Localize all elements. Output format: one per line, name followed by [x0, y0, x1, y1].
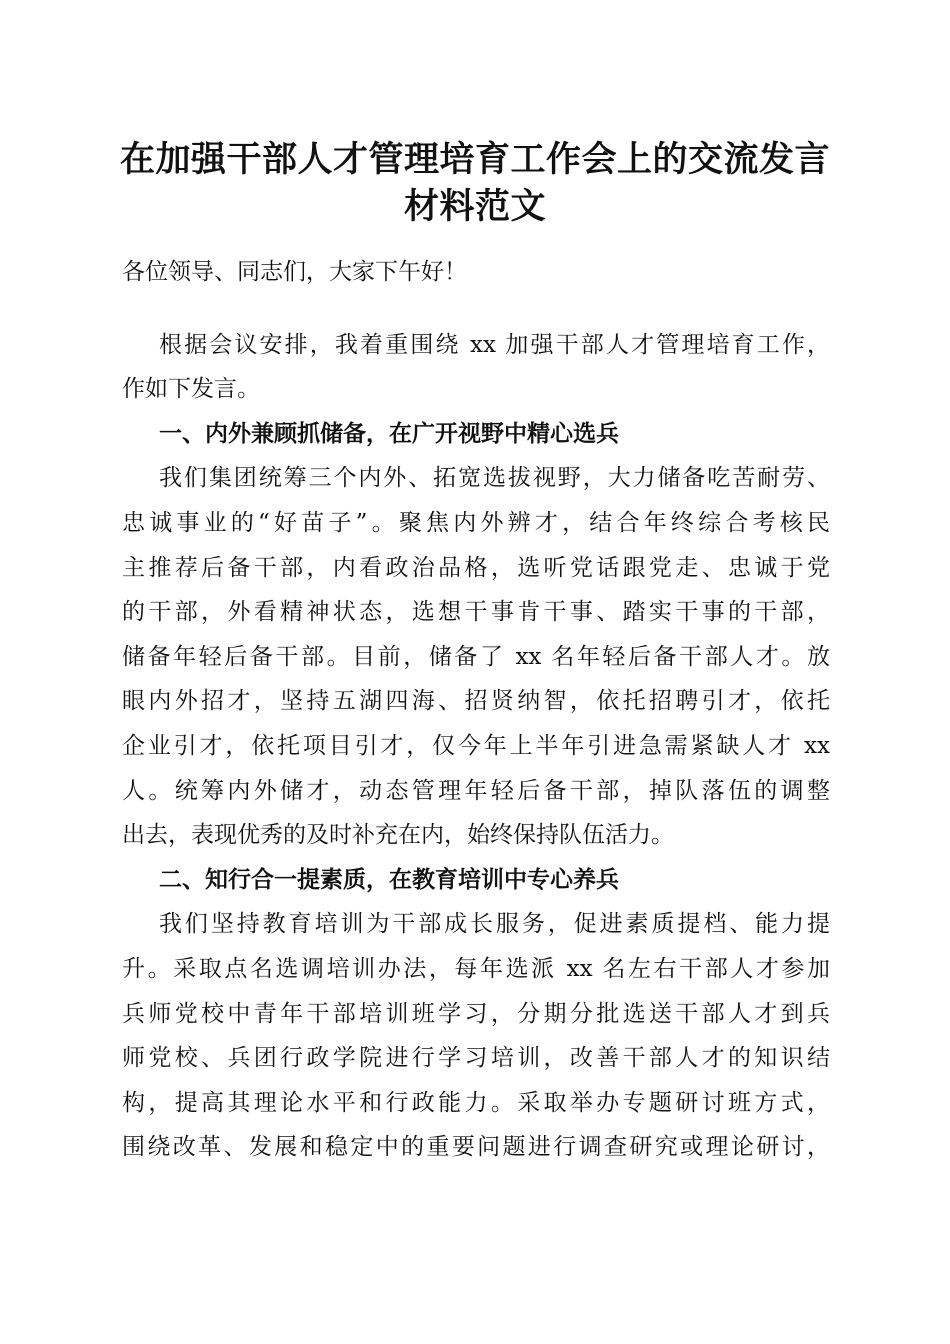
text-line: 我们坚持教育培训为干部成长服务，促进素质提档、能力提: [159, 911, 830, 938]
greeting: 各位领导、同志们，大家下午好！: [122, 259, 467, 285]
section-heading: 二、知行合一提素质，在教育培训中专心养兵: [159, 866, 619, 893]
text-line: 围绕改革、发展和稳定中的重要问题进行调查研究或理论研讨，: [122, 1134, 830, 1161]
text-line: 眼内外招才，坚持五湖四海、招贤纳智，依托招聘引才，依托: [122, 688, 830, 715]
text-line: 师党校、兵团行政学院进行学习培训，改善干部人才的知识结: [122, 1045, 830, 1072]
text-line: 作如下发言。: [122, 376, 260, 403]
text-line: 的干部，外看精神状态，选想干事肯干事、踏实干事的干部，: [122, 599, 830, 626]
document-title: [0, 136, 950, 230]
text-line: 企业引才，依托项目引才，仅今年上半年引进急需紧缺人才 xx: [122, 732, 830, 759]
text-line: 根据会议安排，我着重围绕 xx 加强干部人才管理培育工作，: [159, 331, 830, 358]
text-line: 人。统筹内外储才，动态管理年轻后备干部，掉队落伍的调整: [122, 777, 830, 804]
title-line-2: 材料范文: [403, 186, 546, 227]
text-line: 升。采取点名选调培训办法，每年选派 xx 名左右干部人才参加: [122, 955, 830, 982]
document-body: [122, 250, 830, 1170]
text-line: 构，提高其理论水平和行政能力。采取举办专题研讨班方式，: [122, 1089, 830, 1116]
title-line-1: 在加强干部人才管理培育工作会上的交流发言: [119, 139, 830, 180]
text-line: 出去，表现优秀的及时补充在内，始终保持队伍活力。: [122, 822, 674, 849]
text-line: 我们集团统筹三个内外、拓宽选拔视野，大力储备吃苦耐劳、: [159, 465, 830, 492]
text-line: 兵师党校中青年干部培训班学习，分期分批选送干部人才到兵: [122, 1000, 830, 1027]
text-line: 忠诚事业的“好苗子”。聚焦内外辨才，结合年终综合考核民: [122, 509, 830, 536]
section-heading: 一、内外兼顾抓储备，在广开视野中精心选兵: [159, 420, 619, 447]
text-line: 主推荐后备干部，内看政治品格，选听党话跟党走、忠诚于党: [122, 554, 830, 581]
text-line: 储备年轻后备干部。目前，储备了 xx 名年轻后备干部人才。放: [122, 643, 830, 670]
